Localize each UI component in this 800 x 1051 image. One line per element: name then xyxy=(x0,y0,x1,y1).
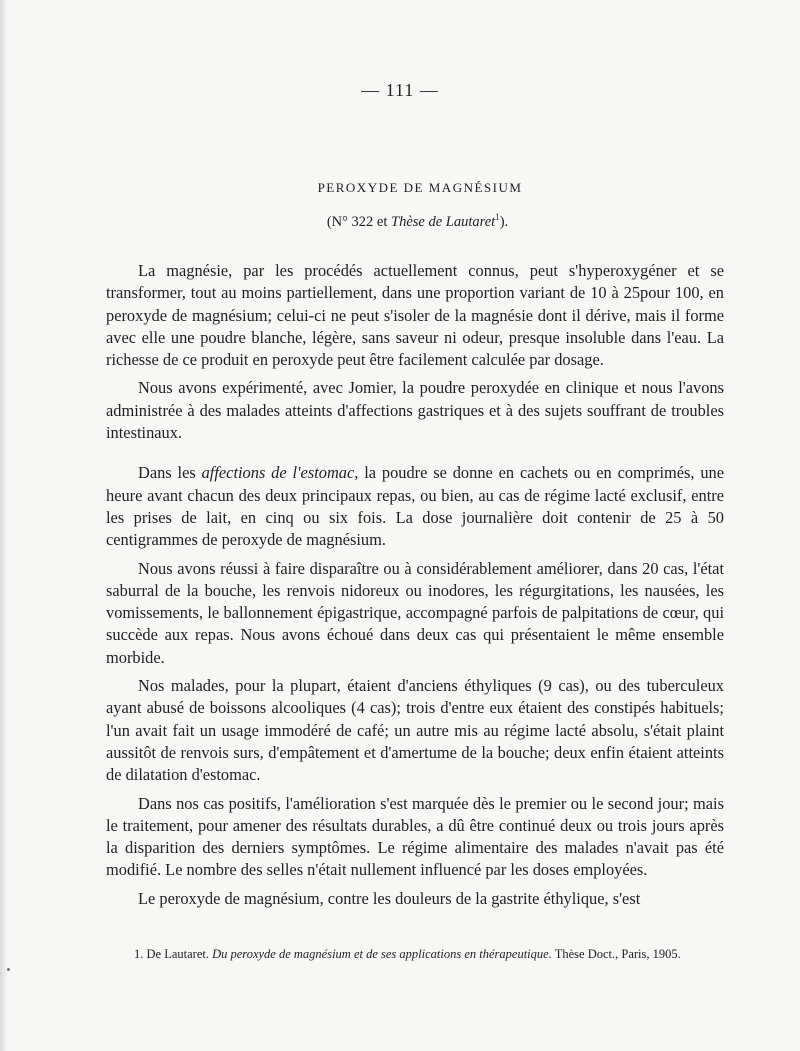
paragraph-5: Nos malades, pour la plupart, étaient d'anciens éthyliques (9 cas), ou des tuberculeux ayant abusé de boissons alcooliques (4 cas); trois d'entre eux étaient des constipés habituels; l'un avait fait un usage immodéré de café; un autre mis au régime lacté absolu, s'était plaint aussitôt de renvois surs, d'empâtement et d'amertume de la bouche; deux enfin étaient atteints de dilatation d'estomac. xyxy=(106,676,724,785)
paragraph-3-emphasis: affections de l'estomac xyxy=(201,463,355,483)
scan-speck xyxy=(7,968,10,971)
footnote-prefix: 1. De Lautaret. xyxy=(134,947,213,961)
paragraph-4: Nous avons réussi à faire disparaître ou à considérablement améliorer, dans 20 cas, l'état saburral de la bouche, les renvois nidoreux ou inodores, les régurgitations, les nausées, les vomissements, le ballonnement épigastrique, accompagné parfois de palpitations de cœur, qui succède aux repas. Nous avons échoué dans deux cas qui présentaient le même ensemble morbide. xyxy=(106,558,724,667)
section-title: PEROXYDE DE MAGNÉSIUM xyxy=(317,180,523,195)
paragraph-3 xyxy=(106,462,724,551)
paragraph-1: La magnésie, par les procédés actuellement connus, peut s'hyperoxygéner et se transformer, tout au moins partiellement, dans une proportion variant de 10 à 25pour 100, en peroxyde de magnésium; celui-ci ne peut s'isoler de la magnésie dont il dérive, mais il forme avec elle une poudre blanche, légère, sans saveur ni odeur, presque insoluble dans l'eau. La richesse de ce produit en peroxyde peut être facilement calculée par dosage. xyxy=(106,261,724,370)
footnote-title: Du peroxyde de magnésium et de ses applications en thérapeutique. xyxy=(212,947,552,961)
section-subtitle xyxy=(0,212,800,231)
subtitle-thesis-ref: Thèse de Lautaret xyxy=(391,213,496,230)
footnote xyxy=(106,946,724,963)
subtitle-suffix: ). xyxy=(499,213,509,230)
paragraph-3-start: Dans les xyxy=(138,463,202,483)
page-number: — 111 — xyxy=(361,80,439,100)
paragraph-2: Nous avons expérimenté, avec Jomier, la poudre peroxydée en clinique et nous l'avons administrée à des malades atteints d'affections gastriques et à des sujets souffrant de troubles intestinaux. xyxy=(106,378,724,443)
footnote-marker: 1 xyxy=(495,212,500,222)
paragraph-7: Le peroxyde de magnésium, contre les douleurs de la gastrite éthylique, s'est xyxy=(138,888,641,908)
body-text xyxy=(106,260,724,910)
page-edge-shadow xyxy=(0,0,8,1051)
subtitle-prefix: (N° 322 et xyxy=(326,213,392,230)
paragraph-3-rest: , la poudre se donne en cachets ou en comprimés, une heure avant chacun des deux principaux repas, ou bien, au cas de régime lacté exclusif, entre les prises de lait, en cinq ou six fois. La dose journalière doit contenir de 25 à 50 centigrammes de peroxyde de magnésium. xyxy=(106,463,725,550)
footnote-suffix: Thèse Doct., Paris, 1905. xyxy=(551,947,681,961)
paragraph-6: Dans nos cas positifs, l'amélioration s'est marquée dès le premier ou le second jour; mais le traitement, pour amener des résultats durables, a dû être continué deux ou trois jours après la disparition des derniers symptômes. Le régime alimentaire des malades n'avait pas été modifié. Le nombre des selles n'était nullement influencé par les doses employées. xyxy=(106,793,724,880)
